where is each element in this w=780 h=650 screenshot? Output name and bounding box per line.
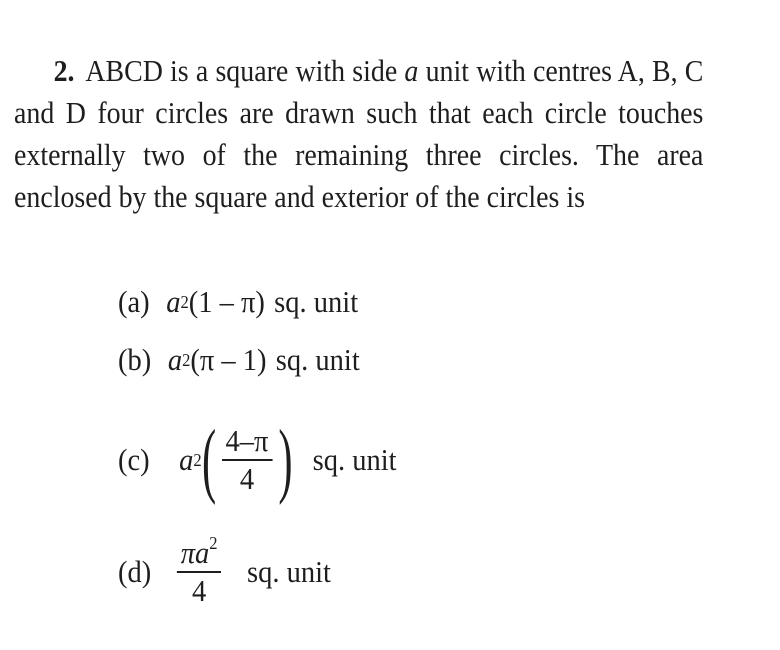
question-text-part2: unit with centres A, B, C and D four circles are drawn such that each circle touches externally two of the remaining three circles. The area enclosed by the square and exterior of the circles is (14, 53, 704, 214)
question-text (14, 50, 703, 218)
question-text-part1: ABCD is a square with side (85, 53, 405, 88)
option-c-fraction (222, 423, 272, 497)
side-variable: a (404, 53, 419, 88)
option-c-open-paren: ( (201, 413, 217, 506)
option-d-fraction (177, 535, 221, 609)
option-c[interactable]: (c) a 2 ( $\frac{4-\pi}{4}$ ) sq. unit (118, 413, 397, 506)
option-c-unit: sq. unit (312, 442, 397, 477)
option-c-base: a (179, 442, 194, 477)
option-c-label: (c) (118, 442, 150, 477)
option-d-numerator-base: πa (180, 535, 210, 570)
option-c-numerator: 4–π (225, 423, 269, 458)
option-d-numerator-exponent: 2 (209, 533, 218, 553)
option-a-expression: (1 – π) (188, 284, 265, 319)
option-b-expression: (π – 1) (190, 342, 267, 377)
option-d-label: (d) (118, 554, 152, 589)
option-d-unit: sq. unit (246, 554, 331, 589)
option-b-label: (b) (118, 342, 152, 377)
option-a-unit: sq. unit (274, 284, 359, 319)
option-b-base: a (167, 342, 183, 377)
option-c-denominator: 4 (239, 461, 255, 496)
option-d[interactable] (118, 522, 331, 622)
option-b[interactable]: (b) a 2 (π – 1) sq. unit (118, 342, 360, 377)
option-c-close-paren: ) (277, 413, 293, 506)
option-a-base: a (166, 284, 181, 319)
option-a-label: (a) (118, 284, 150, 319)
question-number: 2. (53, 53, 75, 88)
option-d-denominator: 4 (191, 573, 207, 608)
option-d-numerator (177, 535, 221, 571)
option-a[interactable]: (a) a 2 (1 – π) sq. unit (118, 284, 359, 319)
option-b-unit: sq. unit (275, 342, 360, 377)
